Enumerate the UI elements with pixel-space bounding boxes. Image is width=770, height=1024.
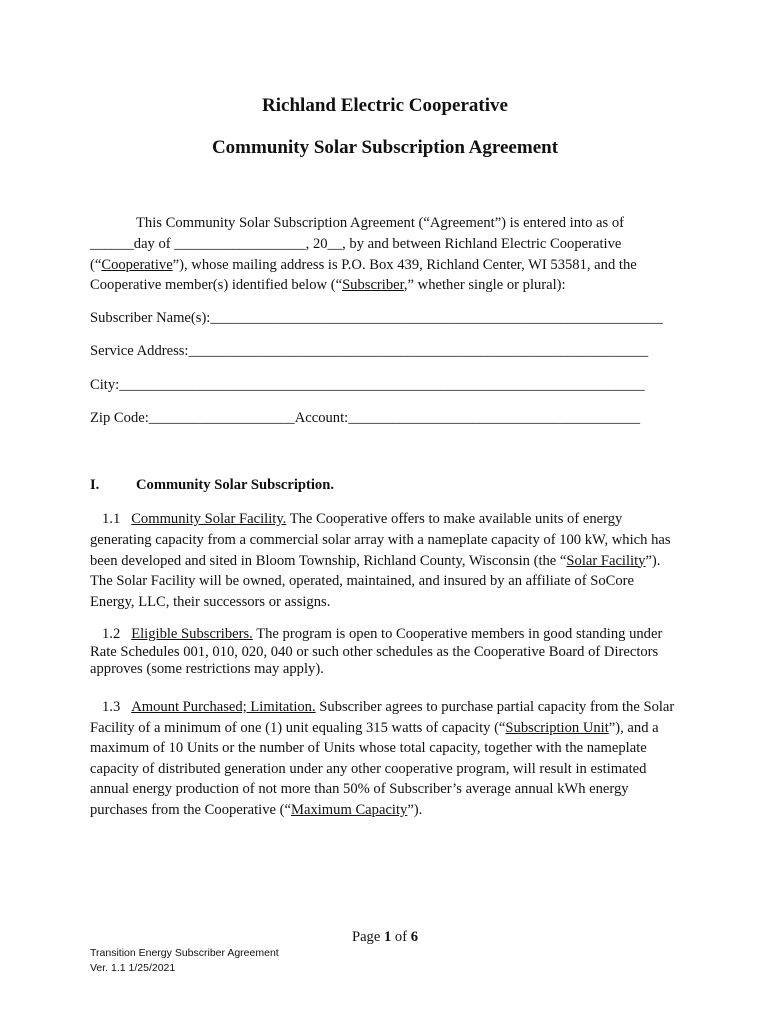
page-total: 6 [410,929,419,945]
paragraph-1-2-number: 1.2 [102,626,121,642]
account-field[interactable]: Account:________________________________________ [294,410,641,426]
paragraph-1-2-text: The program is open to Cooperative members in good standing under Rate Schedules 001, 010, 020, 040 or such other schedules as the Cooperative Board of Directors approves (some restrictions may apply). [90,626,663,677]
intro-paragraph [90,213,680,296]
paragraph-1-1-text-1: The Cooperative offers to make available units of energy generating capacity from a commercial solar array with a nameplate capacity of 100 kW, which has been developed and sited in Bloom Township, Richland County, Wisconsin (the “ [90,511,671,569]
footer-line-2: Ver. 1.1 1/25/2021 [90,962,176,974]
paragraph-1-1 [90,509,680,613]
term-subscriber: Subscriber [342,277,404,294]
city-field[interactable]: City:________________________________________________________________________ [90,377,645,393]
term-maximum-capacity: Maximum Capacity [291,801,408,818]
term-cooperative: Cooperative [101,256,173,273]
intro-text-3: ,” whether single or plural): [403,277,566,294]
section-title: Community Solar Subscription. [136,477,334,493]
document-subtitle: Community Solar Subscription Agreement [211,137,559,158]
zip-account-row [90,410,640,427]
paragraph-1-1-heading: Community Solar Facility. [131,511,287,527]
intro-text-2: ”), whose mailing address is P.O. Box 439, Richland Center, WI 53581, and the Cooperative member(s) identified below (“ [90,256,637,294]
page-number [0,929,770,946]
term-solar-facility: Solar Facility [566,552,646,569]
subscriber-names-field[interactable]: Subscriber Name(s):______________________________________________________________ [90,310,663,326]
paragraph-1-3-text-3: ”). [407,801,423,818]
term-subscription-unit: Subscription Unit [505,719,609,736]
paragraph-1-3-text-2: ”), and a maximum of 10 Units or the number of Units whose total capacity, together with the nameplate capacity of distributed generation under any other cooperative program, will result in estimated annual energy production of not more than 50% of Subscriber’s average annual kWh energy purchases from the Cooperative (“ [90,719,659,818]
paragraph-1-3 [90,697,680,821]
page-prefix: Page [351,929,384,945]
paragraph-1-3-text-1: Subscriber agrees to purchase partial capacity from the Solar Facility of a minimum of one (1) unit equaling 315 watts of capacity (“ [90,699,675,736]
section-heading [90,477,334,494]
footer [90,946,279,976]
section-number: I. [90,477,100,493]
paragraph-1-3-heading: Amount Purchased; Limitation. [131,699,316,715]
paragraph-1-1-number: 1.1 [102,511,121,527]
footer-line-1: Transition Energy Subscriber Agreement [90,947,279,959]
service-address-field[interactable]: Service Address:_______________________________________________________________ [90,343,649,359]
paragraph-1-3-number: 1.3 [102,699,121,715]
paragraph-1-2-heading: Eligible Subscribers. [131,626,253,642]
paragraph-1-1-text-2: ”). The Solar Facility will be owned, operated, maintained, and insured by an affiliate of SoCore Energy, LLC, their successors or assigns. [90,552,661,611]
paragraph-1-2 [90,626,680,679]
page-current: 1 [383,929,392,945]
page-middle: of [391,929,411,945]
document-title: Richland Electric Cooperative [262,95,508,116]
intro-text-1: This Community Solar Subscription Agreement (“Agreement”) is entered into as of ______day of __________________, 20__, by and between Richland Electric Cooperative (“ [90,215,624,273]
zip-code-field[interactable]: Zip Code:____________________ [90,410,295,426]
